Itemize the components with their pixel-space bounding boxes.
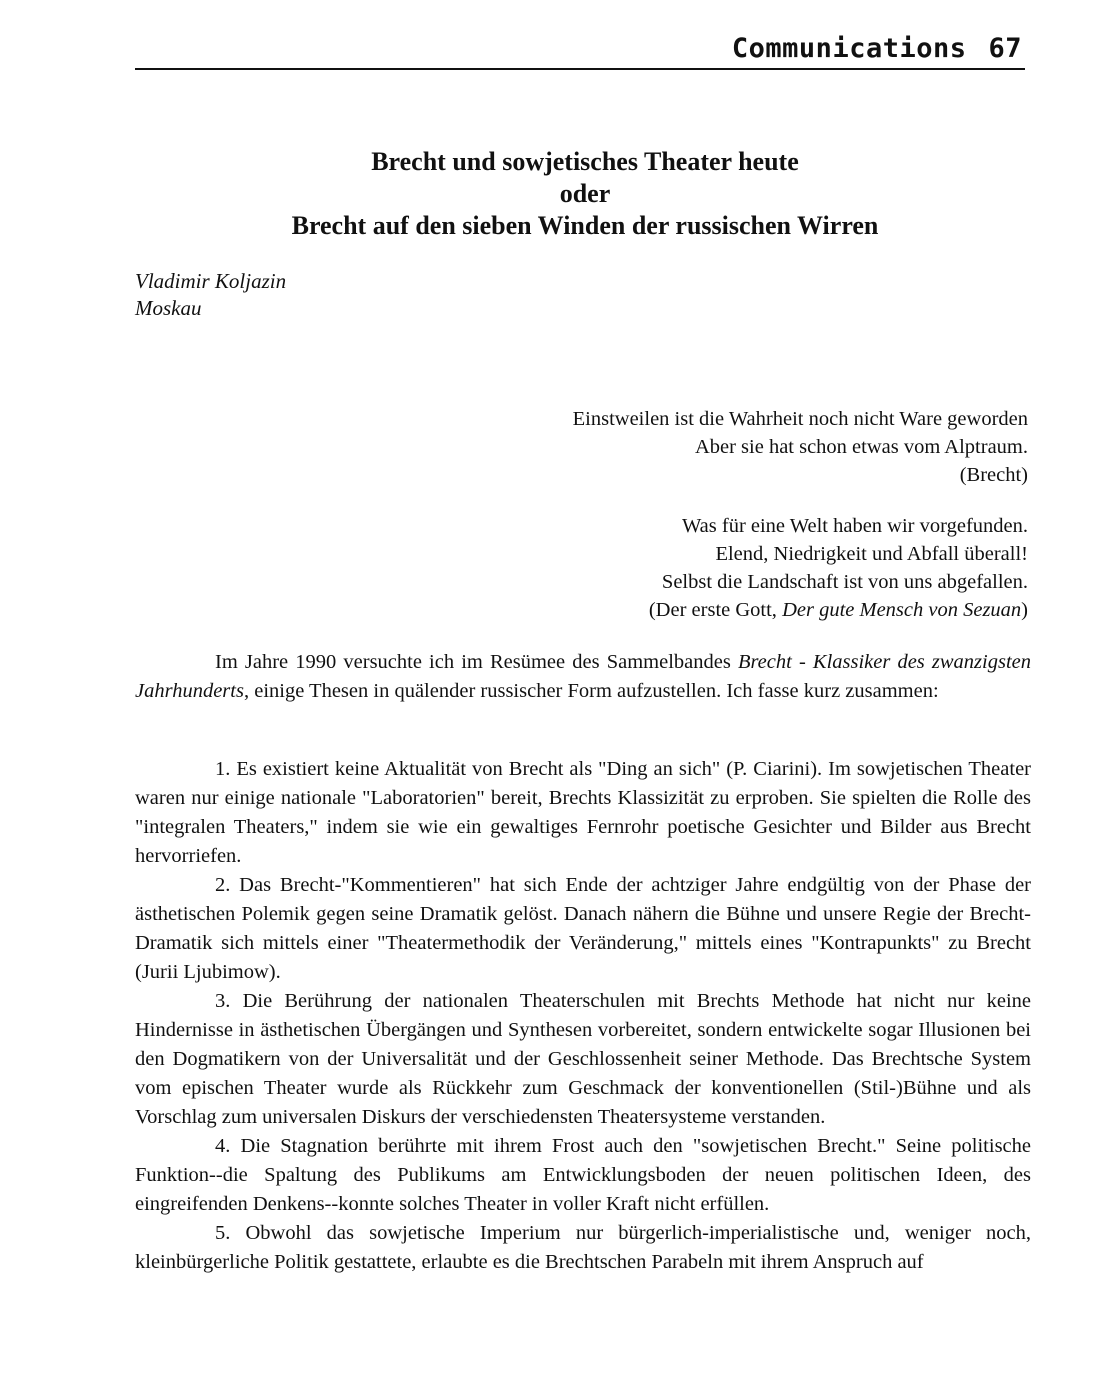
header-rule — [135, 68, 1025, 70]
epigraph-line: Elend, Niedrigkeit und Abfall überall! — [715, 543, 1028, 565]
thesis-paragraph: 2. Das Brecht-"Kommentieren" hat sich Ende der achtziger Jahre endgültig von der Phase der ästhetischen Polemik gegen seine Dramatik gelöst. Danach nähern die Bühne und unsere Regie der Brecht-Dramatik sich mittels einer "Theatermethodik der Veränderung," mittels eines "Kontrapunkts" zu Brecht (Jurii Ljubimow). — [135, 874, 1031, 983]
intro-paragraph — [135, 648, 1031, 706]
page-number: 67 — [988, 33, 1022, 64]
epigraph-brecht — [573, 405, 1028, 489]
author-place: Moskau — [135, 296, 202, 320]
epigraph-line: Was für eine Welt haben wir vorgefunden. — [681, 515, 1028, 537]
intro-text-after: , einige Thesen in quälender russischer Form aufzustellen. Ich fasse kurz zusammen: — [243, 680, 939, 702]
epigraph-source — [649, 596, 1028, 624]
epigraph-source: (Brecht) — [959, 464, 1028, 486]
author-block — [135, 268, 286, 322]
epigraph-source-suffix: ) — [1021, 599, 1028, 621]
thesis-paragraph: 5. Obwohl das sowjetische Imperium nur bürgerlich-imperialistische und, weniger noch, kleinbürgerliche Politik gestattete, erlaubte es die Brechtschen Parabeln mit ihrem Anspruch auf — [135, 1222, 1031, 1273]
author-name: Vladimir Koljazin — [135, 269, 287, 293]
running-head — [732, 33, 1022, 64]
intro-book-title: Brecht - Klassiker des zwanzigsten Jahrhunderts — [135, 651, 1032, 702]
theses-list — [135, 755, 1031, 1277]
article-title — [135, 146, 1035, 242]
thesis-paragraph: 1. Es existiert keine Aktualität von Brecht als "Ding an sich" (P. Ciarini). Im sowjetischen Theater waren nur einige nationale "Laboratorien" bereit, Brechts Klassizität zu erproben. Sie spielten die Rolle des "integralen Theaters," indem sie wie ein gewaltiges Fernrohr poetische Gesichter und Bilder aus Brecht hervorriefen. — [135, 758, 1031, 867]
epigraph-sezuan — [649, 512, 1028, 624]
epigraph-source-prefix: (Der erste Gott, — [648, 599, 783, 621]
thesis-paragraph: 4. Die Stagnation berührte mit ihrem Frost auch den "sowjetischen Brecht." Seine politische Funktion--die Spaltung des Publikums am Entwicklungsboden der neuen politischen Ideen, des eingreifenden Denkens--konnte solches Theater in voller Kraft nicht erfüllen. — [135, 1135, 1031, 1215]
section-title: Communications — [731, 33, 967, 64]
epigraph-line: Einstweilen ist die Wahrheit noch nicht Ware geworden — [572, 408, 1028, 430]
title-line-1: Brecht und sowjetisches Theater heute — [371, 147, 799, 176]
epigraph-source-title: Der gute Mensch von Sezuan — [782, 599, 1022, 621]
title-line-2: oder — [559, 179, 611, 208]
title-line-3: Brecht auf den sieben Winden der russischen Wirren — [291, 211, 879, 240]
thesis-paragraph: 3. Die Berührung der nationalen Theaterschulen mit Brechts Methode hat nicht nur keine Hindernisse in ästhetischen Übergängen und Synthesen vorbereitet, sondern entwickelte sogar Illusionen bei den Dogmatikern von der Universalität und der Geschlossenheit seiner Methode. Das Brechtsche System vom epischen Theater wurde als Rückkehr zum Geschmack der konventionellen (Stil-)Bühne und als Vorschlag zum universalen Diskurs der verschiedensten Theatersysteme verstanden. — [135, 990, 1031, 1128]
epigraph-line: Aber sie hat schon etwas vom Alptraum. — [694, 436, 1028, 458]
intro-text-before: Im Jahre 1990 versuchte ich im Resümee des Sammelbandes — [215, 651, 738, 673]
epigraph-line: Selbst die Landschaft ist von uns abgefallen. — [661, 571, 1028, 593]
